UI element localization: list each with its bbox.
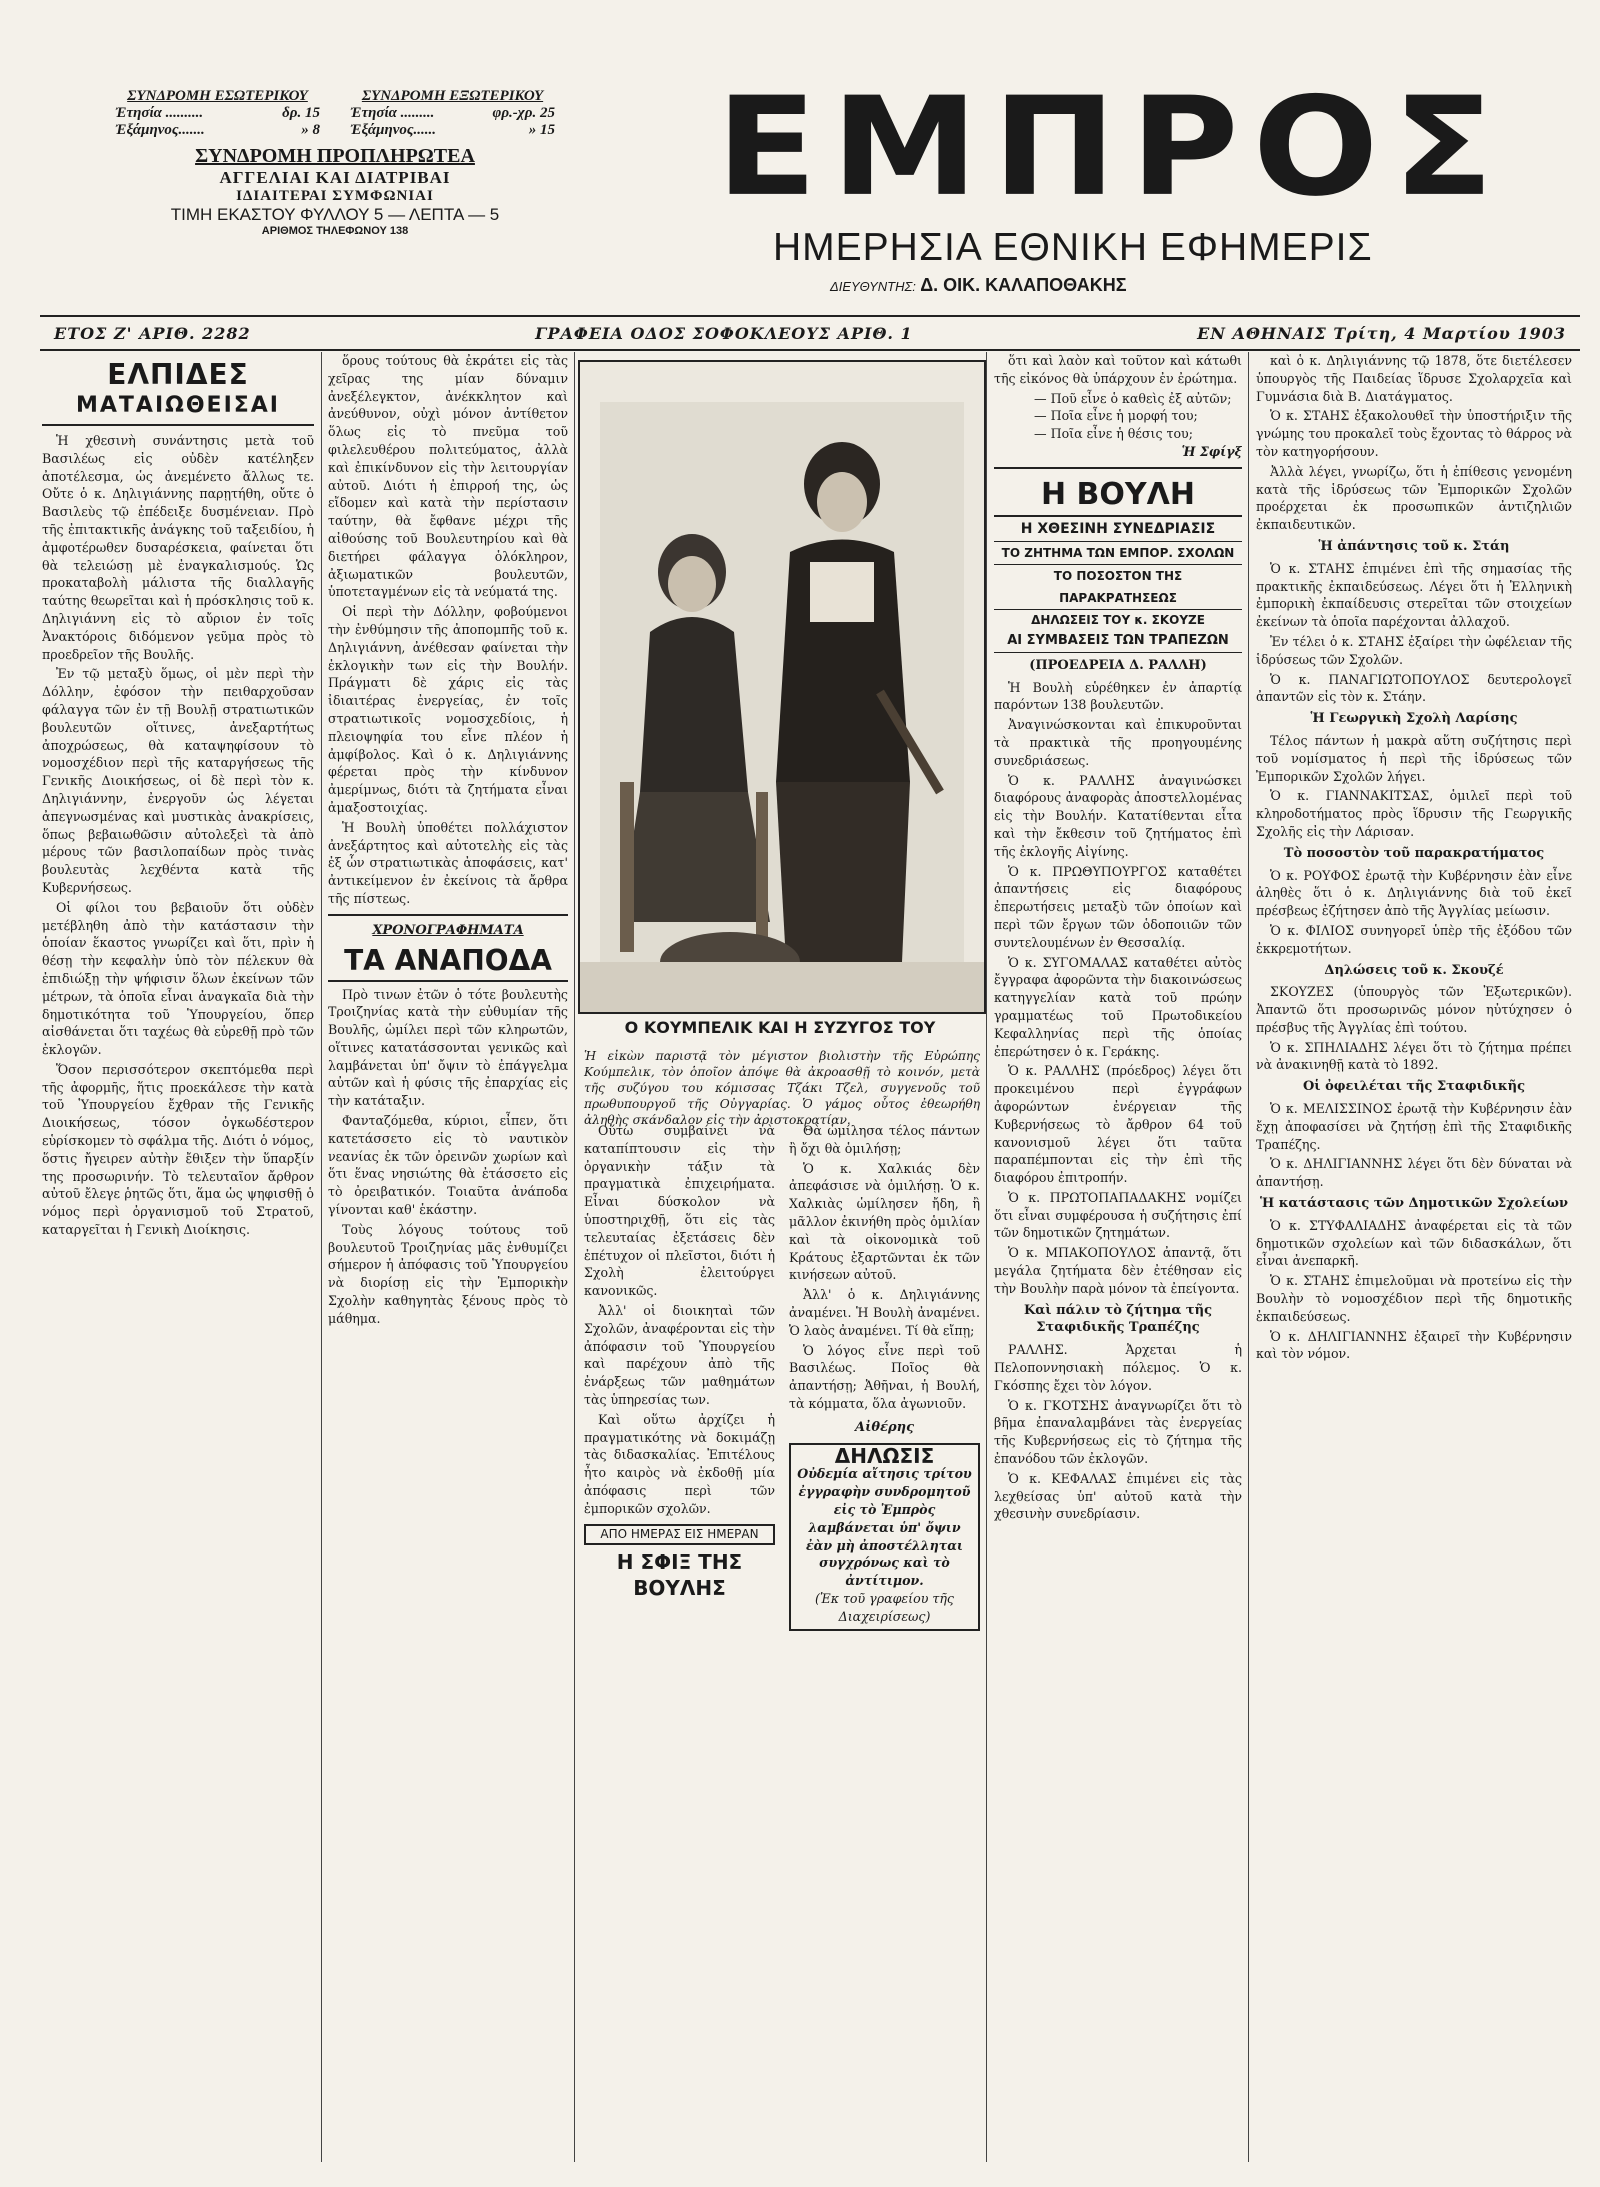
section-subtitle: ΑΙ ΣΥΜΒΑΣΕΙΣ ΤΩΝ ΤΡΑΠΕΖΩΝ (994, 630, 1242, 653)
article-paragraph: Ὁ κ. ΠΡΩΘΥΠΟΥΡΓΟΣ καταθέτει ἀπαντήσεις εἰς διαφόρους ἐπερωτήσεις μεταξὺ τῶν ὁποίων καὶ περὶ τῶν ἔργων τῶν ὁδοποιιῶν τῶν συντελουμένων ἐν Θεσσαλίᾳ. (994, 863, 1242, 950)
section-subtitle: ΤΟ ΠΟΣΟΣΤΟΝ ΤΗΣ ΠΑΡΑΚΡΑΤΗΣΕΩΣ (994, 565, 1242, 610)
article-paragraph: Ἐν τέλει ὁ κ. ΣΤΑΗΣ ἐξαίρει τὴν ὠφέλειαν τῆς ἱδρύσεως τῶν Σχολῶν. (1256, 633, 1572, 667)
director-label: ΔΙΕΥΘΥΝΤΗΣ: (830, 279, 916, 294)
question-line: — Ποῦ εἶνε ὁ καθεὶς ἐξ αὐτῶν; (1034, 390, 1232, 406)
prepaid-notice: ΣΥΝΔΡΟΜΗ ΠΡΟΠΛΗΡΩΤΕΑ (195, 145, 475, 167)
director-name: Δ. ΟΙΚ. ΚΑΛΑΠΟΘΑΚΗΣ (920, 275, 1127, 295)
article-paragraph: ὅτι καὶ λαὸν καὶ τοῦτον καὶ κάτωθι τῆς εἰκόνος θὰ ὑπάρχουν ἐν ἐρώτημα. (994, 353, 1242, 386)
column-2 (328, 352, 568, 2162)
price-line: ΤΙΜΗ ΕΚΑΣΤΟΥ ΦΥΛΛΟΥ 5 — ΛΕΠΤΑ — 5 (170, 205, 500, 224)
article-paragraph: Ὁ κ. ΡΑΛΛΗΣ (πρόεδρος) λέγει ὅτι προκειμένου περὶ ἐγγράφων ἀφορώντων ἐνέργειαν τῆς Κυβερνήσεως τὸ ἄρθρον 64 τοῦ κανονισμοῦ λέγει ὅτι ταῦτα παραπέμπονται εἰς τὴν ἐπὶ τῆς διαφόρου ἐπιτροπήν. (994, 1063, 1242, 1186)
chronicle-label: ΧΡΟΝΟΓΡΑΦΗΜΑΤΑ (372, 922, 524, 938)
row-label: Ἐξάμηνος....... (115, 122, 205, 138)
column-divider (321, 352, 322, 2162)
article-paragraph: Ὁ κ. ΜΠΑΚΟΠΟΥΛΟΣ ἀπαντᾷ, ὅτι μεγάλα ζητήματα δὲν ἐτέθησαν εἰς τὴν Βουλὴν παρὰ μόνον τὰ ἐπείγοντα. (994, 1245, 1242, 1296)
article-paragraph: Καὶ οὕτω ἀρχίζει ἡ πραγματικότης νὰ δοκιμάζῃ τὰς διδασκαλίας. Ἐπιτέλους ἦτο καιρὸς νὰ ἐκδοθῇ μία ἀπόφασις περὶ τῶν ἐμπορικῶν σχολῶν. (584, 1411, 775, 1516)
article-paragraph: ΣΚΟΥΖΕΣ (ὑπουργὸς τῶν Ἐξωτερικῶν). Ἀπαντῶ ὅτι προσωρινῶς μόνον ηὐτύχησεν ὁ πρέσβυς τῆς Ἀγγλίας ἐπὶ τούτου. (1256, 984, 1572, 1035)
issue-number: ΕΤΟΣ Ζ' ΑΡΙΘ. 2282 (54, 323, 251, 343)
interior-row (115, 105, 320, 122)
section-rule (328, 914, 568, 916)
exterior-subscription (350, 88, 555, 139)
article-title: ΕΛΠΙΔΕΣ (107, 358, 249, 391)
section-subtitle: Η ΧΘΕΣΙΝΗ ΣΥΝΕΔΡΙΑΣΙΣ (994, 517, 1242, 542)
subsection-heading: Ἡ κατάστασις τῶν Δημοτικῶν Σχολείων (1259, 1196, 1569, 1212)
section-subtitle: ΔΗΛΩΣΕΙΣ ΤΟΥ κ. ΣΚΟΥΖΕ (1031, 612, 1205, 627)
signature: Αἰθέρης (855, 1419, 914, 1435)
article-paragraph: Ὁ κ. ΡΑΛΛΗΣ ἀναγινώσκει διαφόρους ἀναφορὰς ἀποστελλομένας εἰς τὴν Βουλήν. Κατατίθενται εἶτα καὶ τὴν ἔκθεσιν τοῦ ζητήματος ἐπὶ τῆς ἐκλογῆς Αἰγίνης. (994, 772, 1242, 859)
article-paragraph: ὅρους τούτους θὰ ἐκράτει εἰς τὰς χεῖρας της μίαν δύναμιν ἀνεξέλεγκτον, ἀνέκκλητον καὶ ἀνεύθυνον, οὐχὶ μόνον ἀντίθετον ὅλως εἰς τὸ πνεῦμα τοῦ φιλελευθέρου πολιτεύματος, ἀλλὰ καὶ ἐπικίνδυνον εἰς τὴν λειτουργίαν αὐτοῦ. Διότι ἡ ἐπιρροή της, ὡς εἴδομεν καὶ κατὰ τὴν περίστασιν ταύτην, θὰ ἔφθανε μέχρι τῆς αἰθούσης τοῦ Βουλευτηρίου καὶ θὰ διετήρει φάλαγγα ὁλόκληρον, ἀξιωματικῶν βουλευτῶν, ὑποτεταγμένων εἰς τὰ νεύματά της. (328, 353, 568, 600)
article-paragraph: Τοὺς λόγους τούτους τοῦ βουλευτοῦ Τροιζηνίας μᾶς ἐνθυμίζει σήμερον ἡ ἀπόφασις τοῦ Ὑπουργείου νὰ διορίσῃ εἰς τὴν Ἐμπορικὴν Σχολὴν καθηγητὰς ξένους πρὸς τὸ μάθημα. (328, 1221, 568, 1326)
column-4 (994, 352, 1242, 2162)
chronicle-title: ΤΑ ΑΝΑΠΟΔΑ (328, 942, 568, 982)
day-title: Η ΣΦΙΞ ΤΗΣ ΒΟΥΛΗΣ (616, 1550, 743, 1601)
column-3 (584, 1122, 980, 2162)
subscription-panel (115, 88, 555, 237)
article-paragraph: ΡΑΛΛΗΣ. Ἀρχεται ἡ Πελοποννησιακὴ πόλεμος. Ὁ κ. Γκόσπης ἔχει τὸν λόγον. (994, 1342, 1242, 1393)
article-paragraph: Πρὸ τινων ἐτῶν ὁ τότε βουλευτὴς Τροιζηνίας κατὰ τὴν εὐθυμίαν τῆς Βουλῆς, ὡμίλει περὶ τῶν κληρωτῶν, οἵτινες κατατάσσονται γενικῶς καὶ λαμβάνεται ὑπ' ὄψιν τὸ ἐπάγγελμα αὐτῶν καὶ ἡ φύσις τῆς ἐπαρχίας εἰς τὴν κατάταξιν. (328, 986, 568, 1109)
column-divider (1248, 352, 1249, 2162)
interior-row (115, 122, 320, 139)
article-paragraph: Ὁ κ. Χαλκιάς δὲν ἀπεφάσισε νὰ ὁμιλήσῃ. Ὁ κ. Χαλκιὰς ὡμίλησεν ἤδη, ἢ μᾶλλον ἐκινήθη πρὸς ὁμιλίαν καὶ τὰ οἰκονομικὰ τοῦ Κράτους ἐξαρτῶνται ἐκ τῶν κινήσεων αὐτοῦ. (789, 1160, 980, 1283)
article-paragraph: Ὁ κ. ΣΥΓΟΜΑΛΑΣ καταθέτει αὐτὸς ἔγγραφα ἀφορῶντα τὴν διακοινώσεως κατηγγελίαν κατὰ τοῦ πρώην γραμματέως τοῦ Πρωτοδικείου Κεφαλληνίας περὶ τῆς ὁποίας ἐπερώτησεν ὁ κ. Γεράκης. (994, 954, 1242, 1059)
row-value: » 8 (301, 122, 320, 138)
article-paragraph: Ἐν τῷ μεταξὺ ὅμως, οἱ μὲν περὶ τὴν Δόλλην, ἐφόσον τὴν πειθαρχοῦσαν φάλαγγα τῶν ἐν τῇ Βουλῇ στρατιωτικῶν βουλευτῶν οἵτινες, ἀνεξαρτήτως ἀποχρώσεως, θὰ καταψηφίσουν τὸ νομοσχέδιον περὶ τῆς καταργήσεως τῆς Γενικῆς Διοικήσεως, οἱ δὲ περὶ τὸν κ. Δηλιγιάννην, ἐνεργοῦν ὡς λέγεται ἀπεγνωσμένας καὶ μυστικὰς ἀνακρίσεις, ὅπως βεβαιωθῶσιν αὐτολεξεὶ τὰ ἀπὸ μέρους τῶν βασιλοπαίδων πρὸς τινὰς βουλευτὰς λεχθέντα κατὰ τῆς Κυβερνήσεως. (42, 666, 314, 895)
interior-subscription (115, 88, 320, 139)
article-paragraph: Ὁ κ. ΓΚΟΤΣΗΣ ἀναγνωρίζει ὅτι τὸ βῆμα ἐπαναλαμβάνει τὰς ἐνεργείας τῆς Κυβερνήσεως εἰς τὸ ζήτημα τῆς ἐπανόδου τῶν ἐκλογῶν. (994, 1397, 1242, 1467)
day-label: ΑΠΟ ΗΜΕΡΑΣ ΕΙΣ ΗΜΕΡΑΝ (584, 1524, 775, 1546)
subsection-heading: Οἱ ὀφειλέται τῆς Σταφιδικῆς (1302, 1079, 1526, 1095)
article-paragraph: Ὅσον περισσότερον σκεπτόμεθα περὶ τῆς ἀφορμῆς, ἥτις προεκάλεσε τὴν κατὰ τοῦ Ὑπουργείου ἔχθραν τῆς Γενικῆς Διοικήσεως, τόσον ὀγκωδέστερον εὑρίσκομεν τὸ σφάλμα τῆς. Διότι ὁ νόμος, ὅστις ἤγειρεν αὐτὴν ἔθιξεν τὴν ὕπαρξίν της προσωρινήν. Τὸ τελευταῖον ἄρθρον αὐτοῦ ἔλεγε ῥητῶς ὅτι, ἅμα ὡς ψηφισθῇ ὁ νόμος περὶ ὀργανισμοῦ τοῦ Στρατοῦ, καταργεῖται ἡ Γενικὴ Διοίκησις. (42, 1061, 314, 1238)
article-paragraph: Ἀλλ' οἱ διοικηταὶ τῶν Σχολῶν, ἀναφέρονται εἰς τὴν ἀπόφασιν τοῦ Ὑπουργείου καὶ παρέχουν ἀπὸ τῆς ἐνάρξεως τῶν μαθημάτων τὰς ὑπηρεσίας των. (584, 1302, 775, 1407)
subsection-heading: Ἡ ἀπάντησις τοῦ κ. Στάη (1318, 538, 1510, 554)
article-paragraph: Ὁ κ. ΔΗΛΙΓΙΑΝΝΗΣ λέγει ὅτι δὲν δύναται νὰ ἀπαντήσῃ. (1256, 1156, 1572, 1190)
newspaper-title: ΕΜΠΡΟΣ (716, 67, 1508, 227)
notice-text: Οὐδεμία αἴτησις τρίτου ἐγγραφὴν συνδρομητοῦ εἰς τὸ Ἐμπρὸς λαμβάνεται ὑπ' ὄψιν ἐὰν μὴ ἀποστέλληται συγχρόνως καὶ τὸ ἀντίτιμον. (797, 1466, 972, 1589)
article-paragraph: Ὁ κ. ΣΤΥΦΑΛΙΑΔΗΣ ἀναφέρεται εἰς τὰ τῶν δημοτικῶν σχολείων καὶ τῶν διδασκάλων, ὅτι εἶναι ἀνεπαρκῆ. (1256, 1217, 1572, 1269)
section-rule (994, 467, 1242, 469)
subsection-heading: Καὶ πάλιν τὸ ζήτημα τῆς Σταφιδικῆς Τραπέζης (1023, 1302, 1213, 1336)
question-line: — Ποῖα εἶνε ἡ θέσις του; (1034, 426, 1193, 442)
row-value: δρ. 15 (282, 105, 320, 121)
presiding-note: (ΠΡΟΕΔΡΕΙΑ Δ. ΡΑΛΛΗ) (1029, 657, 1207, 673)
special-agreements-line: ΙΔΙΑΙΤΕΡΑΙ ΣΥΜΦΩΝΙΑΙ (236, 188, 434, 204)
article-paragraph: Ὁ κ. ΔΗΛΙΓΙΑΝΝΗΣ ἐξαιρεῖ τὴν Κυβέρνησιν καὶ τὸν νόμον. (1256, 1328, 1572, 1362)
notice-signature: (Ἐκ τοῦ γραφείου τῆς Διαχειρίσεως) (815, 1590, 954, 1624)
section-subtitle: ΤΟ ΖΗΤΗΜΑ ΤΩΝ ΕΜΠΟΡ. ΣΧΟΛΩΝ (994, 542, 1242, 565)
column-divider (574, 352, 575, 2162)
article-paragraph: καὶ ὁ κ. Δηλιγιάννης τῷ 1878, ὅτε διετέλεσεν ὑπουργὸς τῆς Παιδείας ἵδρυσε Σχολαρχεῖα καὶ Γυμνάσια διὰ Β. Διατάγματος. (1256, 353, 1572, 404)
article-paragraph: Φανταζόμεθα, κύριοι, εἶπεν, ὅτι κατετάσσετο εἰς τὸ ναυτικὸν νεανίας ἐκ τῶν ὀρεινῶν χωρίων καὶ ὅτι ἕνας νησιώτης θὰ ἐτάσσετο εἰς τὸ ὀρειβατικόν. Τοιαῦτα ἀνάποδα γίνονται καθ' ἑκάστην. (328, 1113, 568, 1218)
newspaper-tagline: ΗΜΕΡΗΣΙΑ ΕΘΝΙΚΗ ΕΦΗΜΕΡΙΣ (773, 226, 1373, 269)
row-value: » 15 (528, 122, 555, 138)
article-paragraph: Οἱ φίλοι του βεβαιοῦν ὅτι οὐδὲν μετέβληθη ἀπὸ τὴν κατάστασιν τὴν ὁποίαν ἕκαστος γνωρίζει καὶ ὅτι, πρὶν ἡ θέσῃ τὴν κεφαλὴν ὑπὸ τὸν πέλεκυν θὰ ἐπιδιώξῃ τὴν ψήφισιν ὅλων ἐκείνων τῶν μέτρων, τὰ ὁποῖα εἶναι ἀναγκαῖα διὰ τὴν δημοτικότητα τοῦ Ὑπουργείου, ὅπερ αἰσθάνεται ὅτι ταχέως θὰ εὑρεθῇ πρὸ τῶν ἐκλογῶν. (42, 899, 314, 1058)
ads-line: ΑΓΓΕΛΙΑΙ ΚΑΙ ΔΙΑΤΡΙΒΑΙ (219, 168, 451, 187)
notice-box (789, 1443, 980, 1631)
article-paragraph: Ὁ κ. ΠΑΝΑΓΙΩΤΟΠΟΥΛΟΣ δευτερολογεῖ ἀπαντῶν εἰς τὸν κ. Στάην. (1256, 671, 1572, 705)
newspaper-logo (716, 67, 1576, 228)
director-line (830, 275, 1127, 296)
article-paragraph: Ἡ Βουλὴ ὑποθέτει πολλάχιστον ἀνεξάρτητος καὶ αὐτοτελὴς εἰς τὰς ἐξ ὧν στρατιωτικὰς ἀποφάσεις, κατ' ἀντικείμενον ἐν ἐκείνοις τὰ ἄρθρα τῆς πίστεως. (328, 819, 568, 906)
article-paragraph: Τέλος πάντων ἡ μακρὰ αὕτη συζήτησις περὶ τοῦ νομίσματος ἡ περὶ τῆς ἱδρύσεως τῶν Ἐμπορικῶν Σχολῶν λήγει. (1256, 732, 1572, 784)
exterior-row (350, 105, 555, 122)
notice-title: ΔΗΛΩΣΙΣ (834, 1443, 935, 1468)
article-paragraph: Θὰ ὡμίλησα τέλος πάντων ἢ ὄχι θὰ ὁμιλήσῃ; (789, 1123, 980, 1156)
dateline-bar (40, 315, 1580, 351)
article-subtitle: ΜΑΤΑΙΩΘΕΙΣΑΙ (42, 392, 314, 426)
article-paragraph: Ὁ λόγος εἶνε περὶ τοῦ Βασιλέως. Ποῖος θὰ ἀπαντήσῃ; Ἀθῆναι, ἡ Βουλή, τὰ κόμματα, ὅλα ἀγωνιοῦν. (789, 1342, 980, 1411)
photo-caption-text: Ἡ εἰκὼν παριστᾷ τὸν μέγιστον βιολιστὴν τῆς Εὐρώπης Κούμπελικ, τὸν ὁποῖον ἀπόψε θὰ ἀκροασθῇ τὸ κοινόν, μετὰ τῆς συζύγου του κόμισσας Τζάκι Τζελ, συγγενοῦς τοῦ πρωθυπουργοῦ τῆς Οὐγγαρίας. Ὁ γάμος οὗτος ἐθεωρήθη ἀληθὴς σκάνδαλον εἰς τὴν ἀριστοκρατίαν. (584, 1049, 980, 1127)
signature: Ἡ Σφίγξ (1181, 443, 1242, 459)
article-paragraph: Ὁ κ. ΦΙΛΙΟΣ συνηγορεῖ ὑπὲρ τῆς ἐξόδου τῶν ἐκκρεμοτήτων. (1256, 922, 1572, 956)
portrait-illustration (580, 362, 984, 1012)
subsection-heading: Τὸ ποσοστὸν τοῦ παρακρατήματος (1283, 845, 1545, 861)
article-paragraph: Ὁ κ. ΡΟΥΦΟΣ ἐρωτᾷ τὴν Κυβέρνησιν ἐὰν εἶνε ἀληθὲς ὅτι ὁ κ. Δηλιγιάννης διὰ τοῦ ἐκεῖ πρέσβεως ἐζήτησεν ἀπὸ τῆς Ἀγγλίας μείωσιν. (1256, 867, 1572, 919)
article-paragraph: Ὁ κ. ΣΤΑΗΣ ἐξακολουθεῖ τὴν ὑποστήριξιν τῆς γνώμης του προκαλεῖ τοὺς ἔχοντας τὸ θάρρος νὰ τὸν κατηγορήσουν. (1256, 408, 1572, 459)
article-paragraph: Ἀλλ' ὁ κ. Δηλιγιάννης ἀναμένει. Ἡ Βουλὴ ἀναμένει. Ὁ λαὸς ἀναμένει. Τί θὰ εἴπῃ; (789, 1287, 980, 1338)
photo-caption-title: Ο ΚΟΥΜΠΕΛΙΚ ΚΑΙ Η ΣΥΖΥΓΟΣ ΤΟΥ (624, 1018, 936, 1037)
row-label: Ἐτησία .......... (115, 105, 204, 121)
exterior-row (350, 122, 555, 139)
subsection-heading: Ἡ Γεωργικὴ Σχολὴ Λαρίσης (1310, 711, 1518, 727)
article-paragraph: Ὁ κ. ΚΕΦΑΛΑΣ ἐπιμένει εἰς τὰς λεχθείσας ὑπ' αὐτοῦ κατὰ τὴν χθεσινὴν συνεδρίασιν. (994, 1470, 1242, 1522)
row-value: φρ.-χρ. 25 (492, 105, 555, 121)
article-paragraph: Ἡ χθεσινὴ συνάντησις μετὰ τοῦ Βασιλέως εἰς οὐδὲν κατέληξεν ἀποτέλεσμα, ὡς ἀνεμένετο ἄλλως τε. Οὔτε ὁ κ. Δηλιγιάννης παρῃτήθη, οὔτε ὁ Βασιλεὺς τῷ ἐπέδειξε δυσμένειαν. Πρὸ τῆς ἐπιτακτικῆς ἀνάγκης τοῦ ταξειδίου, ἡ ἀμφοτέρωθεν δυσαρέσκεια, φαίνεται ὅτι θὰ τελειώσῃ μὲ ἐναγκαλισμούς. Ὡς προκαταβολὴ μάλιστα τῆς διαλλαγῆς ταύτης θεωρεῖται καὶ ἡ πρόσκλησις τοῦ κ. Δηλιγιάννη εἰς τὸ αὔριον ἐν τοῖς Ἀνακτόροις διδόμενον γεῦμα πρὸς τὸ προεδρεῖον τῆς Βουλῆς. (42, 433, 314, 662)
office-address: ΓΡΑΦΕΙΑ ΟΔΟΣ ΣΟΦΟΚΛΕΟΥΣ ΑΡΙΘ. 1 (535, 323, 913, 343)
telephone-number: ΑΡΙΘΜΟΣ ΤΗΛΕΦΩΝΟΥ 138 (261, 225, 409, 237)
article-paragraph: Ἀναγινώσκονται καὶ ἐπικυροῦνται τὰ πρακτικὰ τῆς προηγουμένης συνεδριάσεως. (994, 717, 1242, 768)
question-line: — Ποῖα εἶνε ἡ μορφή του; (1034, 408, 1198, 424)
column-1 (42, 352, 314, 2162)
article-paragraph: Ὁ κ. ΣΤΑΗΣ ἐπιμένει ἐπὶ τῆς σημασίας τῆς πρακτικῆς ἐκπαιδεύσεως. Λέγει ὅτι ἡ Ἑλληνικὴ ἐμπορικὴ ἐκπαίδευσις στερεῖται τῶν στοιχείων ἐκείνων τὰ ὁποῖα παρέχονται ἀλλαχοῦ. (1256, 560, 1572, 630)
issue-date: ΕΝ ΑΘΗΝΑΙΣ Τρίτη, 4 Μαρτίου 1903 (1197, 323, 1566, 343)
article-paragraph: Ἡ Βουλὴ εὑρέθηκεν ἐν ἀπαρτίᾳ παρόντων 138 βουλευτῶν. (994, 679, 1242, 713)
article-paragraph: Ὁ κ. ΣΠΗΛΙΑΔΗΣ λέγει ὅτι τὸ ζήτημα πρέπει νὰ ἀνακινηθῇ κατὰ τὸ 1892. (1256, 1039, 1572, 1073)
interior-subscription-title: ΣΥΝΔΡΟΜΗ ΕΣΩΤΕΡΙΚΟΥ (127, 88, 308, 104)
article-paragraph: Ὁ κ. ΓΙΑΝΝΑΚΙΤΣΑΣ, ὁμιλεῖ περὶ τοῦ κληροδοτήματος πρὸς ἵδρυσιν τῆς Γεωργικῆς Σχολῆς εἰς τὴν Λάρισαν. (1256, 788, 1572, 839)
section-title: Η ΒΟΥΛΗ (994, 475, 1242, 517)
column-divider (986, 352, 987, 2162)
exterior-subscription-title: ΣΥΝΔΡΟΜΗ ΕΞΩΤΕΡΙΚΟΥ (361, 88, 544, 104)
portrait-photo (578, 360, 986, 1014)
column-5 (1256, 352, 1572, 2162)
article-paragraph: Ὁ κ. ΠΡΩΤΟΠΑΠΑΔΑΚΗΣ νομίζει ὅτι εἶναι συμφέρουσα ἡ συζήτησις ἐπί τῶν δημοτικῶν ζητημάτων. (994, 1189, 1242, 1241)
row-label: Ἐξάμηνος...... (350, 122, 437, 138)
article-paragraph: Οἱ περὶ τὴν Δόλλην, φοβούμενοι τὴν ἐνθύμησιν τῆς ἀποπομπῆς τοῦ κ. Δηλιγιάννη, ἀνέθεσαν φαίνεται τὴν ἐκλογικὴν των εἰς τὴν Βουλήν. Πράγματι δὲ χάρις εἰς τὰς ἰδιαιτέρας ἐνεργείας, ἐν τοῖς στρατιωτικοῖς νομοσχεδίοις, ἡ πλειοψηφία του εἶνε πλέον ἡ ἀμφίβολος. Καὶ ὁ κ. Δηλιγιάννης φέρεται πρὸς τὴν κίνδυνον ἀμερίμνως, διότι τὰ ζητήματα εἶναι ἀμαξοστοιχίας. (328, 604, 568, 815)
article-paragraph: Ὁ κ. ΣΤΑΗΣ ἐπιμελοῦμαι νὰ προτείνω εἰς τὴν Βουλὴν τὸ νομοσχέδιον περὶ τῆς δημοτικῆς ἐκπαιδεύσεως. (1256, 1273, 1572, 1324)
article-paragraph: Οὕτω συμβαίνει νὰ καταπίπτουσιν εἰς τὴν ὀργανικὴν τάξιν τὰ πραγματικὰ ἐπιχειρήματα. Εἶναι δύσκολον νὰ ὑποστηριχθῇ, ὅτι εἰς τὰς τελευταίας ἐξετάσεις δὲν ἐπέτυχον οἱ πλεῖστοι, διότι ἡ Σχολὴ ἐλειτούργει κανονικῶς. (584, 1123, 775, 1299)
subsection-heading: Δηλώσεις τοῦ κ. Σκουζέ (1324, 962, 1504, 978)
article-paragraph: Ἀλλὰ λέγει, γνωρίζω, ὅτι ἡ ἐπίθεσις γενομένη κατὰ τῆς ἱδρύσεως τῶν Ἐμπορικῶν Σχολῶν προέρχεται ἐκ προσωπικῶν ἀντιζηλιῶν ἐκπαιδευτικῶν. (1256, 463, 1572, 533)
article-paragraph: Ὁ κ. ΜΕΛΙΣΣΙΝΟΣ ἐρωτᾷ τὴν Κυβέρνησιν ἐὰν ἔχῃ ἀποφασίσει νὰ ζητήσῃ ἐπὶ τῆς Σταφιδικῆς Τραπέζης. (1256, 1101, 1572, 1152)
row-label: Ἐτησία ......... (350, 105, 435, 121)
